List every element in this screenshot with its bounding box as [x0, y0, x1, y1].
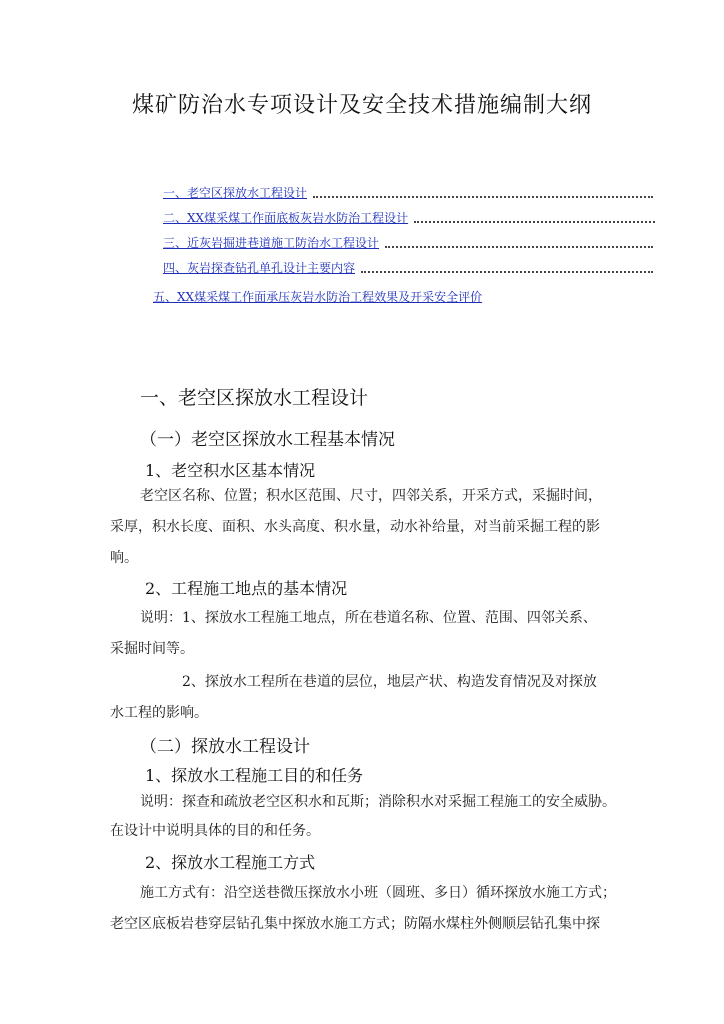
- toc-link[interactable]: 二、XX煤采煤工作面底板灰岩水防治工程设计: [163, 211, 409, 225]
- paragraph-line: 老空区名称、位置；积水区范围、尺寸，四邻关系，开采方式，采掘时间，: [140, 488, 602, 504]
- toc-link[interactable]: 四、灰岩探查钻孔单孔设计主要内容: [163, 261, 356, 275]
- toc-link[interactable]: 五、XX煤采煤工作面承压灰岩水防治工程效果及开采安全评价: [153, 290, 483, 304]
- item-heading: 1、探放水工程施工目的和任务: [145, 766, 364, 785]
- paragraph-line: 在设计中说明具体的目的和任务。: [110, 823, 320, 839]
- toc-leader: [361, 267, 653, 273]
- subsection-heading: （一）老空区探放水工程基本情况: [140, 430, 395, 450]
- toc-link[interactable]: 一、老空区探放水工程设计: [163, 186, 308, 200]
- toc-entry[interactable]: [163, 258, 653, 276]
- toc-leader: [313, 192, 653, 198]
- paragraph-line: 2、探放水工程所在巷道的层位，地层产状、构造发育情况及对探放: [182, 674, 597, 690]
- paragraph-line: 响。: [110, 550, 138, 566]
- toc-leader: [414, 217, 655, 223]
- item-heading: 2、工程施工地点的基本情况: [145, 579, 348, 598]
- section-heading: 一、老空区探放水工程设计: [140, 387, 369, 409]
- paragraph-line: 说明：探查和疏放老空区积水和瓦斯；消除积水对采掘工程施工的安全威胁。: [140, 794, 616, 810]
- paragraph-line: 水工程的影响。: [110, 705, 208, 721]
- item-heading: 2、探放水工程施工方式: [145, 853, 316, 872]
- toc-entry[interactable]: [163, 208, 655, 226]
- toc-entry[interactable]: [163, 183, 653, 201]
- paragraph-line: 施工方式有：沿空送巷微压探放水小班（圆班、多日）循环探放水施工方式；: [140, 885, 616, 901]
- paragraph-line: 采厚，积水长度、面积、水头高度、积水量，动水补给量，对当前采掘工程的影: [110, 519, 600, 535]
- subsection-heading: （二）探放水工程设计: [140, 737, 310, 757]
- paragraph-line: 老空区底板岩巷穿层钻孔集中探放水施工方式；防隔水煤柱外侧顺层钻孔集中探: [110, 916, 600, 932]
- toc-leader: [385, 242, 653, 248]
- paragraph-line: 采掘时间等。: [110, 641, 194, 657]
- item-heading: 1、老空积水区基本情况: [145, 461, 316, 480]
- document-title: 煤矿防治水专项设计及安全技术措施编制大纲: [131, 93, 592, 118]
- toc-link[interactable]: 三、近灰岩掘进巷道施工防治水工程设计: [163, 236, 380, 250]
- toc-entry[interactable]: [153, 287, 573, 305]
- paragraph-line: 说明：1、探放水工程施工地点，所在巷道名称、位置、范围、四邻关系、: [140, 610, 597, 626]
- toc-entry[interactable]: [163, 233, 653, 251]
